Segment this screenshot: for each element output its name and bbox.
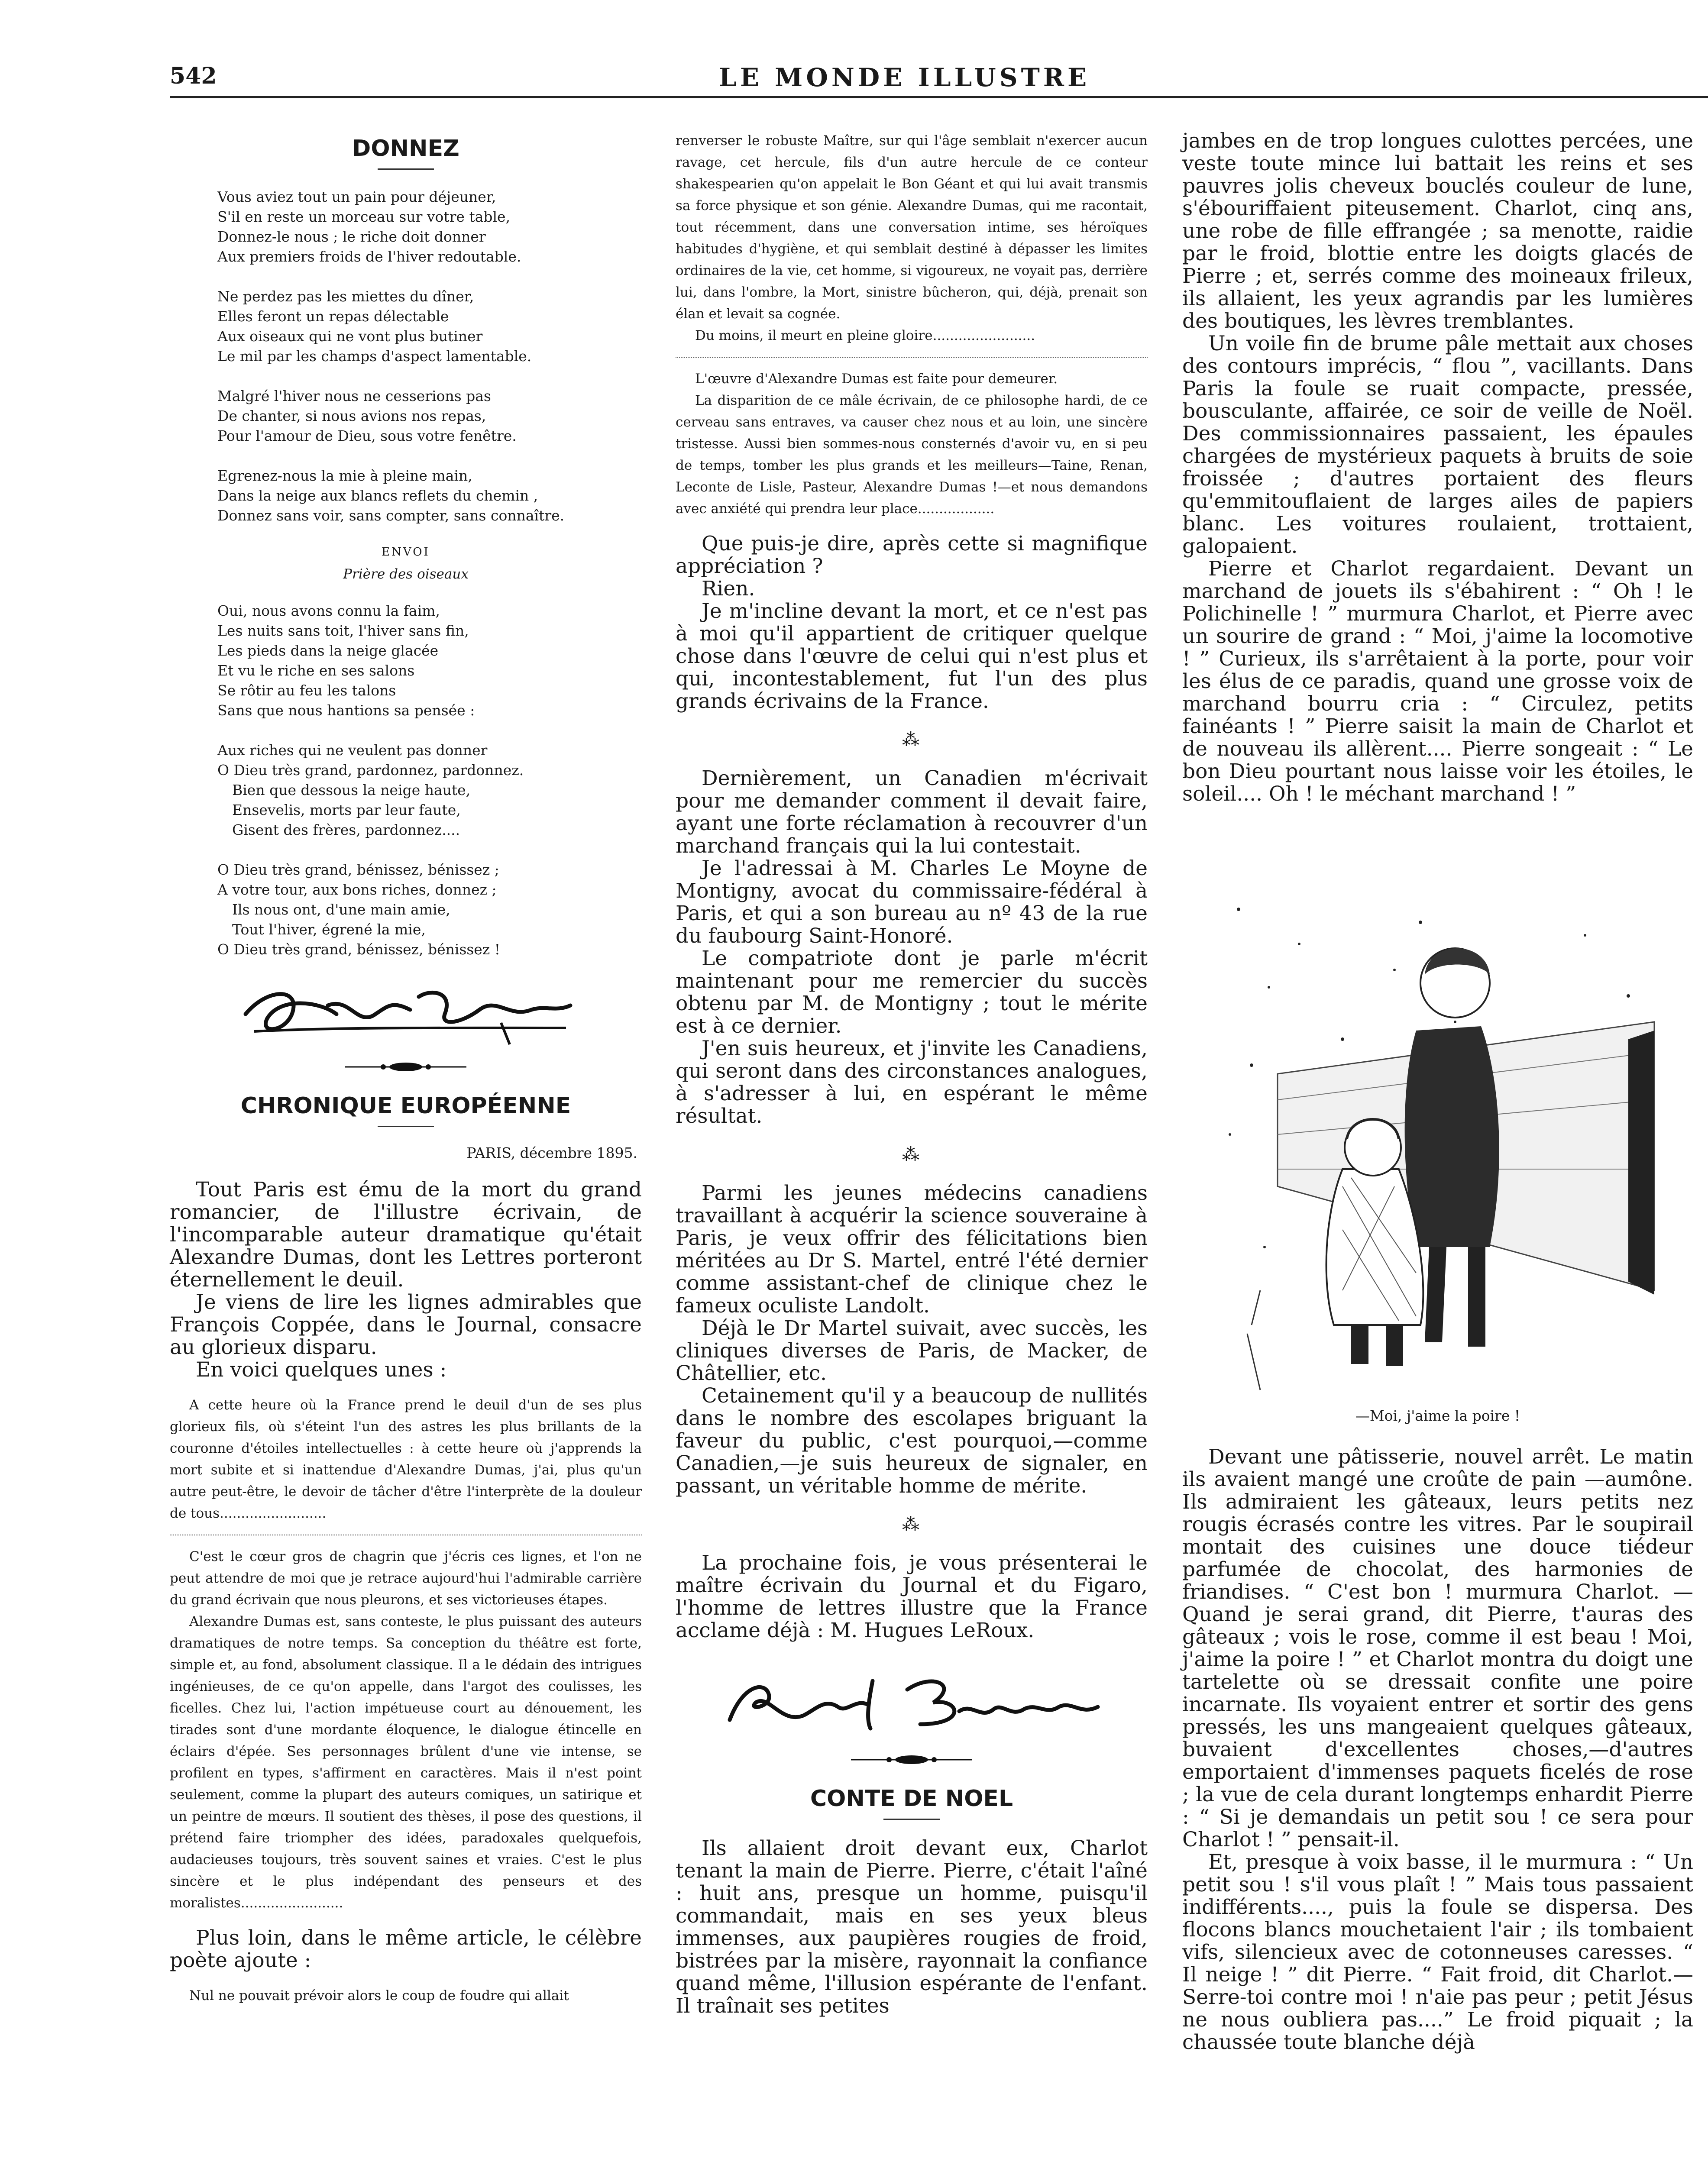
poem-line: Les pieds dans la neige glacée xyxy=(217,642,439,659)
section-asterism: ⁂ xyxy=(902,730,921,750)
envoi-stanza xyxy=(217,740,642,840)
paragraph: Je l'adressai à M. Charles Le Moyne de Montigny, avocat du commissaire-fédéral à Paris, et qui a son bureau au nº 43 de la rue du faubourg Saint-Honoré. xyxy=(676,856,1148,948)
dateline: PARIS, décembre 1895. xyxy=(466,1144,637,1161)
poem-line: Aux oiseaux qui ne vont plus butiner xyxy=(217,328,483,345)
poem-line: S'il en reste un morceau sur votre table, xyxy=(217,208,511,225)
paragraph: Parmi les jeunes médecins canadiens travaillant à acquérir la science souveraine à Paris, je veux offrir des félicitations bien méritées au Dr S. Martel, entré l'été dernier comme assistant-chef de clinique chez le fameux oculiste Landolt. xyxy=(676,1181,1148,1318)
dotted-separator xyxy=(676,357,1148,358)
envoi-subtitle: Prière des oiseaux xyxy=(343,566,469,582)
illustration-children-at-window xyxy=(1213,857,1663,1394)
paragraph: Le compatriote dont je parle m'écrit maintenant pour me remercier du succès obtenu par M. de Montigny ; tout le mérite est à ce dernier. xyxy=(676,947,1148,1038)
illustration-caption: —Moi, j'aime la poire ! xyxy=(1355,1407,1520,1424)
quote-paragraph: A cette heure où la France prend le deuil d'un de ses plus glorieux fils, où s'éteint l'un des astres les plus brillants de la couronne d'étoiles intellectuelles : à cette heure où j'apprends la mort subite et si inattendue d'Alexandre Dumas, j'ai, plus qu'un autre peut-être, le devoir de tâcher d'être l'interprète de la douleur de tous......................... xyxy=(170,1397,642,1521)
poem-line: Aux riches qui ne veulent pas donner xyxy=(217,742,488,759)
envoi-stanza xyxy=(217,860,642,960)
paragraph: Plus loin, dans le même article, le célèbre poète ajoute : xyxy=(170,1926,642,1972)
paragraph: Cetainement qu'il y a beaucoup de nullités dans le nombre des escolapes briguant la faveur du public, c'est pourquoi,—comme Canadien,—je suis heureux de signaler, en passant, un véritable homme de mérite. xyxy=(676,1384,1148,1498)
paragraph: Que puis-je dire, après cette si magnifique appréciation ? xyxy=(676,532,1148,578)
paragraph: Je viens de lire les lignes admirables que François Coppée, dans le Journal, consacre au glorieux disparu. xyxy=(170,1290,642,1359)
poem-stanza xyxy=(217,287,642,366)
poem-line: O Dieu très grand, bénissez, bénissez ! xyxy=(217,941,500,958)
poem-line: Bien que dessous la neige haute, xyxy=(232,782,471,798)
poem-stanza xyxy=(217,187,642,267)
poem-line: Donnez-le nous ; le riche doit donner xyxy=(217,228,486,245)
envoi-heading: ENVOI xyxy=(382,546,430,559)
paragraph: Devant une pâtisserie, nouvel arrêt. Le matin ils avaient mangé une croûte de pain —aumône. Ils admiraient les gâteaux, leurs petits nez rougis écrasés contre les vitres. Par le soupirail montait des cuisines une douce tiédeur parfumée de chocolat, des harmonies de friandises. “ C'est bon ! murmura Charlot. —Quand je serai grand, dit Pierre, t'auras des gâteaux ; vois le rose, comme il est beau ! Moi, j'aime la poire ! ” et Charlot montra du doigt une tartelette où se dressait confite une poire incarnate. Ils voyaient entrer et sortir des gens pressés, les uns mangeaient quelques gâteaux, buvaient d'excellentes choses,—d'autres emportaient d'immenses paquets ficelés de rose ; la vue de cela durant longtemps enhardit Pierre : “ Si je demandais un petit sou ! ce sera pour Charlot ! ” pensait-il. xyxy=(1182,1445,1693,1852)
poem-line: Malgré l'hiver nous ne cesserions pas xyxy=(217,388,491,404)
quote-paragraph: L'œuvre d'Alexandre Dumas est faite pour demeurer. xyxy=(695,371,1058,387)
title-rule xyxy=(378,1126,434,1127)
title-rule xyxy=(883,1819,940,1820)
poem-envoi xyxy=(170,601,642,960)
poem-line: Pour l'amour de Dieu, sous votre fenêtre. xyxy=(217,427,517,444)
section-asterism: ⁂ xyxy=(902,1145,921,1165)
poem-stanza xyxy=(217,466,642,526)
poem-line: Et vu le riche en ses salons xyxy=(217,662,415,679)
quote-paragraph: Du moins, il meurt en pleine gloire........................ xyxy=(695,328,1035,343)
poem-stanza xyxy=(217,386,642,446)
column-2 xyxy=(676,130,1148,2017)
paragraph: Déjà le Dr Martel suivait, avec succès, les cliniques diverses de Paris, de Macker, de Châtellier, etc. xyxy=(676,1316,1148,1385)
signature-raoul-brousseau xyxy=(717,1668,1106,1742)
poem-line: Elles feront un repas délectable xyxy=(217,308,449,325)
poem-line: Vous aviez tout un pain pour déjeuner, xyxy=(217,188,496,205)
quote-paragraph: Nul ne pouvait prévoir alors le coup de foudre qui allait xyxy=(189,1988,569,2003)
poem-line: O Dieu très grand, pardonnez, pardonnez. xyxy=(217,762,524,779)
paragraph: Et, presque à voix basse, il le murmura : “ Un petit sou ! s'il vous plaît ! ” Mais tous passaient indifférents...., puis la foule se dispersa. Des flocons blancs mouchetaient l'air ; ils tombaient vifs, silencieux avec de cotonneuses caresses. “ Il neige ! ” dit Pierre. “ Fait froid, dit Charlot.—Serre-toi contre moi ! n'aie pas peur ; petit Jésus ne nous oubliera pas....” Le froid piquait ; la chaussée toute blanche déjà xyxy=(1182,1850,1693,2054)
page-number: 542 xyxy=(170,63,217,89)
paragraph: jambes en de trop longues culottes percées, une veste toute mince lui battait les reins et ses pauvres jolis cheveux bouclés couleur de lune, s'ébouriffaient piteusement. Charlot, cinq ans, une robe de fille effrangée ; sa menotte, raidie par le froid, blottie entre les doigts glacés de Pierre ; et, serrés comme des moineaux frileux, ils allaient, les yeux agrandis par les lumières des boutiques, les lèvres tremblantes. xyxy=(1182,129,1693,333)
title-rule xyxy=(378,168,434,170)
poem-line: Tout l'hiver, égrené la mie, xyxy=(232,921,426,938)
paragraph: Rien. xyxy=(702,577,755,601)
poem-line: A votre tour, aux bons riches, donnez ; xyxy=(217,881,497,898)
conte-title: CONTE DE NOEL xyxy=(810,1786,1013,1812)
poem-line: Ils nous ont, d'une main amie, xyxy=(232,901,450,918)
chronique-title: CHRONIQUE EUROPÉENNE xyxy=(240,1093,571,1119)
column-3 xyxy=(1182,130,1693,2054)
poem-line: Donnez sans voir, sans compter, sans connaître. xyxy=(217,507,565,524)
poem-line: Se rôtir au feu les talons xyxy=(217,682,396,699)
poem-line: Egrenez-nous la mie à pleine main, xyxy=(217,467,472,484)
poem-line: Gisent des frères, pardonnez.... xyxy=(232,821,460,838)
paragraph: En voici quelques unes : xyxy=(196,1358,447,1382)
quote-paragraph: Alexandre Dumas est, sans conteste, le plus puissant des auteurs dramatiques de notre temps. Sa conception du théâtre est forte, simple et, au fond, absolument classique. Il a le dédain des intrigues ingénieuses, de ce qu'on appelle, dans l'argot des coulisses, les ficelles. Chez lui, l'action impétueuse court au dénouement, les tirades sont d'une mordante éloquence, le dialogue étincelle en éclairs d'épée. Ses personnages brûlent d'une vie intense, se profilent en types, s'affirment en caractères. Mais il n'est point seulement, comme la plupart des auteurs comiques, un satirique et un peintre de mœurs. Il soutient des thèses, il pose des questions, il prétend faire triompher des idées, paradoxales quelquefois, audacieuses toujours, très souvent saines et vraies. C'est le plus sincère et le plus indépendant des penseurs et des moralistes........................ xyxy=(170,1614,642,1911)
envoi-stanza xyxy=(217,601,642,721)
paragraph: La prochaine fois, je vous présenterai le maître écrivain du Journal et du Figaro, l'homme de lettres illustre que la France acclame déjà : M. Hugues LeRoux. xyxy=(676,1551,1148,1642)
paragraph: J'en suis heureux, et j'invite les Canadiens, qui seront dans des circonstances analogues, à s'adresser à lui, en espérant le même résultat. xyxy=(676,1037,1148,1128)
paragraph: Je m'incline devant la mort, et ce n'est pas à moi qu'il appartient de critiquer quelque chose dans l'œuvre de celui qui n'est plus et qui, incontestablement, fut l'un des plus grands écrivains de la France. xyxy=(676,599,1148,713)
poem-line: Dans la neige aux blancs reflets du chemin , xyxy=(217,487,538,504)
paragraph: Pierre et Charlot regardaient. Devant un marchand de jouets ils s'ébahirent : “ Oh ! le Polichinelle ! ” murmura Charlot, et Pierre avec un sourire de grand : “ Moi, j'aime la locomotive ! ” Curieux, ils s'arrêtaient à la porte, pour voir les élus de ce paradis, quand une grosse voix de marchand bourru cria : “ Circulez, petits fainéants ! ” Pierre saisit la main de Charlot et de nouveau ils allèrent.... Pierre songeait : “ Le bon Dieu pourtant nous laisse voir les étoiles, le soleil.... Oh ! le méchant marchand ! ” xyxy=(1182,557,1693,806)
section-asterism: ⁂ xyxy=(902,1515,921,1535)
quote-paragraph: La disparition de ce mâle écrivain, de ce philosophe hardi, de ce cerveau sans entraves, va causer chez nous et au loin, une sincère tristesse. Aussi bien sommes-nous consternés d'avoir vu, en si peu de temps, tomber les plus grands et les meilleurs—Taine, Renan, Leconte de Lisle, Pasteur, Alexandre Dumas !—et nous demandons avec anxiété qui prendra leur place.................. xyxy=(676,393,1148,517)
poem-line: Les nuits sans toit, l'hiver sans fin, xyxy=(217,622,469,639)
paragraph: Un voile fin de brume pâle mettait aux choses des contours imprécis, “ flou ”, vacillants. Dans Paris la foule se ruait compacte, pressée, bousculante, affairée, ce soir de veille de Noël. Des commissionnaires passaient, les épaules chargées de mystérieux paquets à bruits de soie froissée ; d'autres portaient des fleurs qu'emmitouflaient de larges ailes de papiers blanc. Les voitures roulaient, trottaient, galopaient. xyxy=(1182,332,1693,558)
poem-line: Sans que nous hantions sa pensée : xyxy=(217,702,475,719)
section-ornament xyxy=(345,1062,466,1072)
section-ornament xyxy=(851,1755,972,1765)
quote-paragraph: renverser le robuste Maître, sur qui l'âge semblait n'exercer aucun ravage, cet hercule, fils d'un autre hercule de ce conteur shakespearien qu'on appelait le Bon Géant et qui lui avait transmis sa force physique et son génie. Alexandre Dumas, qui me racontait, tout récemment, dans une conversation intime, ses héroïques habitudes d'hygiène, et qui semblait destiné à dépasser les limites ordinaires de la vie, cet homme, si vigoureux, ne voyait pas, derrière lui, dans l'ombre, la Mort, sinistre bûcheron, qui, déjà, prenait son élan et levait sa cognée. xyxy=(676,133,1148,322)
poem-line: De chanter, si nous avions nos repas, xyxy=(217,407,486,424)
paragraph: Tout Paris est ému de la mort du grand romancier, de l'illustre écrivain, de l'incomparable auteur dramatique qu'était Alexandre Dumas, dont les Lettres porteront éternellement le deuil. xyxy=(170,1178,642,1292)
header-rule xyxy=(170,96,1708,98)
poem-line: O Dieu très grand, bénissez, bénissez ; xyxy=(217,861,499,878)
poem-line: Le mil par les champs d'aspect lamentable. xyxy=(217,348,532,365)
poem-title: DONNEZ xyxy=(352,136,459,162)
paragraph: Ils allaient droit devant eux, Charlot tenant la main de Pierre. Pierre, c'était l'aîné : huit ans, presque un homme, puisqu'il commandait, mais en ses yeux bleus immenses, aux paupières rougies de froid, bistrées par la misère, rayonnait la confiance quand même, l'illusion espérante de l'enfant. Il traînait ses petites xyxy=(676,1836,1148,2018)
poem-line: Ne perdez pas les miettes du dîner, xyxy=(217,288,474,305)
poem-line: Ensevelis, morts par leur faute, xyxy=(232,801,461,818)
masthead: LE MONDE ILLUSTRE xyxy=(719,63,1090,92)
poem-line: Aux premiers froids de l'hiver redoutable. xyxy=(217,248,521,265)
quote-paragraph: C'est le cœur gros de chagrin que j'écris ces lignes, et l'on ne peut attendre de moi que je retrace aujourd'hui l'admirable carrière du grand écrivain que nous pleurons, et ses victorieuses étapes. xyxy=(170,1549,642,1608)
column-1 xyxy=(170,115,642,2007)
signature-jules-lain xyxy=(228,979,583,1049)
paragraph: Dernièrement, un Canadien m'écrivait pour me demander comment il devait faire, ayant une forte réclamation à recouvrer d'un marchand français qui la lui contestait. xyxy=(676,766,1148,858)
poem-line: Oui, nous avons connu la faim, xyxy=(217,602,440,619)
poem-donnez xyxy=(170,187,642,526)
